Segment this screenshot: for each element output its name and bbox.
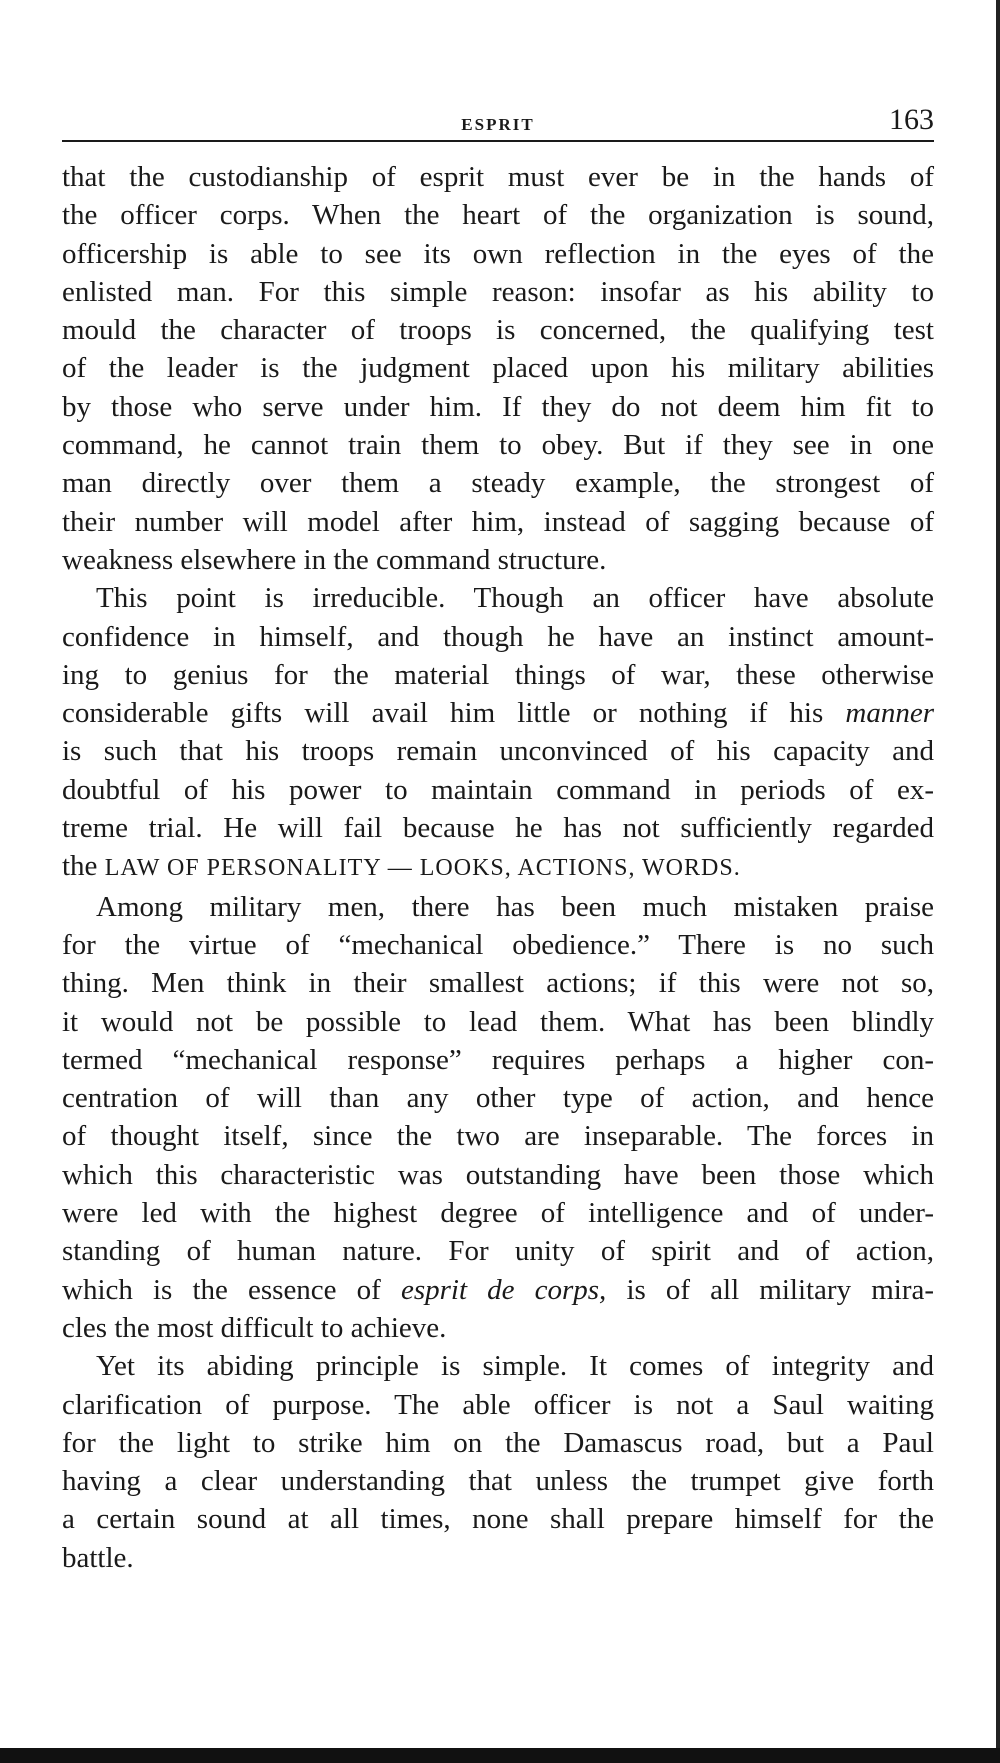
footer-rule	[0, 1748, 1000, 1763]
page-number: 163	[889, 103, 934, 136]
text-line: officership is able to see its own reflection in the eyes of the	[62, 237, 934, 270]
smallcaps-phrase: LAW OF PERSONALITY — LOOKS, ACTIONS, WORDS.	[104, 855, 741, 882]
paragraph-1	[62, 158, 934, 579]
text-line: of the leader is the judgment placed upon his military abilities	[62, 352, 934, 385]
text-line: enlisted man. For this simple reason: insofar as his ability to	[62, 275, 934, 308]
text-line: doubtful of his power to maintain command in periods of ex-	[62, 773, 934, 806]
text-line: treme trial. He will fail because he has not sufficiently regarded	[62, 812, 934, 845]
text-line: their number will model after him, instead of sagging because of	[62, 505, 934, 538]
text-line-with-italic	[62, 694, 934, 732]
paragraph-4	[62, 1347, 934, 1577]
text-line: which this characteristic was outstanding have been those which	[62, 1158, 934, 1191]
text-line: battle.	[62, 1541, 134, 1574]
text-line: were led with the highest degree of intelligence and of under-	[62, 1197, 934, 1230]
text-line: is such that his troops remain unconvinced of his capacity and	[62, 735, 934, 768]
text-line: confidence in himself, and though he have an instinct amount-	[62, 620, 934, 653]
text-line: command, he cannot train them to obey. But if they see in one	[62, 429, 934, 462]
header-rule	[62, 140, 934, 142]
text-line: it would not be possible to lead them. What has been blindly	[62, 1005, 934, 1038]
text-line: the officer corps. When the heart of the organization is sound,	[62, 199, 934, 232]
text-line: This point is irreducible. Though an officer have absolute	[96, 582, 934, 615]
text-line: mould the character of troops is concerned, the qualifying test	[62, 314, 934, 347]
text-line: clarification of purpose. The able officer is not a Saul waiting	[62, 1388, 934, 1421]
text-line: standing of human nature. For unity of spirit and of action,	[62, 1235, 934, 1268]
text-line-with-italic	[62, 1271, 934, 1309]
text-line: that the custodianship of esprit must ever be in the hands of	[62, 161, 934, 193]
italic-word: manner	[845, 697, 934, 730]
text-line: a certain sound at all times, none shall prepare himself for the	[62, 1503, 934, 1536]
text-segment: is of all military mira-	[626, 1273, 935, 1306]
text-line: man directly over them a steady example, the strongest of	[62, 467, 934, 500]
text-line: termed “mechanical response” requires perhaps a higher con-	[62, 1043, 934, 1076]
text-line: of thought itself, since the two are inseparable. The forces in	[62, 1120, 934, 1153]
text-line: centration of will than any other type of action, and hence	[62, 1082, 934, 1115]
running-head	[62, 103, 934, 143]
text-segment: the	[62, 850, 98, 883]
running-title: ESPRIT	[461, 115, 535, 134]
text-line: thing. Men think in their smallest actions; if this were not so,	[62, 967, 934, 1000]
text-segment: considerable gifts will avail him little or nothing if his	[62, 697, 824, 730]
paragraph-3	[62, 888, 934, 1348]
text-line: Among military men, there has been much mistaken praise	[96, 890, 934, 923]
text-line: Yet its abiding principle is simple. It comes of integrity and	[96, 1350, 934, 1383]
body-text	[62, 158, 934, 1577]
italic-phrase: esprit de corps,	[400, 1273, 607, 1306]
text-line: ing to genius for the material things of war, these otherwise	[62, 658, 934, 691]
text-line: by those who serve under him. If they do not deem him fit to	[62, 390, 934, 423]
page-edge	[996, 0, 1000, 1763]
text-segment: which is the essence of	[62, 1273, 381, 1306]
text-line: weakness elsewhere in the command structure.	[62, 543, 607, 576]
text-line: having a clear understanding that unless the trumpet give forth	[62, 1465, 934, 1498]
text-line: for the light to strike him on the Damascus road, but a Paul	[62, 1426, 934, 1459]
text-line-with-smallcaps	[62, 847, 934, 887]
text-line: cles the most difficult to achieve.	[62, 1311, 447, 1344]
text-line: for the virtue of “mechanical obedience.” There is no such	[62, 928, 934, 961]
paragraph-2	[62, 579, 934, 887]
